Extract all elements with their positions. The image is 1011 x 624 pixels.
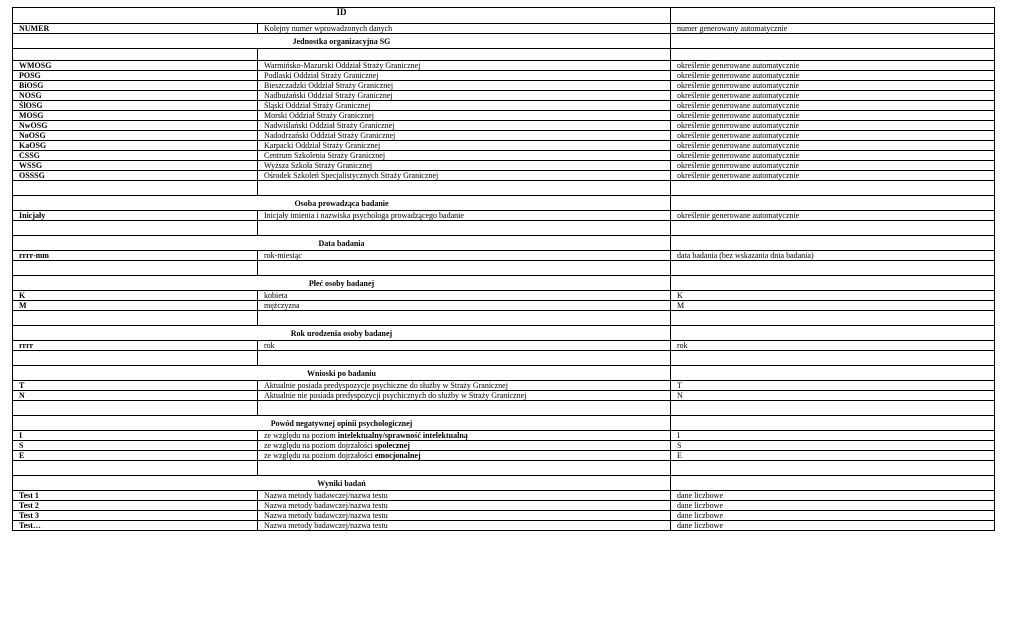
section-header-row <box>13 236 995 251</box>
spacer-cell <box>671 261 995 276</box>
row-code: K <box>13 291 258 301</box>
list-item <box>13 341 995 351</box>
numer-code: NUMER <box>13 24 258 34</box>
row-code: Test 1 <box>13 491 258 501</box>
numer-desc: Kolejny numer wprowadzonych danych <box>258 24 671 34</box>
row-code: Test… <box>13 521 258 531</box>
spacer-cell <box>258 351 671 366</box>
row-code: T <box>13 381 258 391</box>
section-header-empty-cell <box>671 366 995 381</box>
spacer-row <box>13 49 995 61</box>
spacer-row <box>13 461 995 476</box>
row-desc-emphasis: emocjonalnej <box>374 451 421 460</box>
row-code: M <box>13 301 258 311</box>
row-code: I <box>13 431 258 441</box>
list-item <box>13 211 995 221</box>
row-note: określenie generowane automatycznie <box>671 91 995 101</box>
id-header: ID <box>13 8 671 24</box>
spacer-row <box>13 261 995 276</box>
section-header-empty-cell <box>671 326 995 341</box>
list-item <box>13 171 995 181</box>
spacer-row <box>13 351 995 366</box>
row-note: dane liczbowe <box>671 501 995 511</box>
spacer-row <box>13 401 995 416</box>
row-desc: Centrum Szkolenia Straży Granicznej <box>258 151 671 161</box>
spacer-cell <box>13 49 258 61</box>
list-item <box>13 451 995 461</box>
numer-row <box>13 24 995 34</box>
row-note: określenie generowane automatycznie <box>671 111 995 121</box>
id-header-empty-cell <box>671 8 995 24</box>
section-header-empty-cell <box>671 416 995 431</box>
section-header-row <box>13 196 995 211</box>
id-header-row <box>13 8 995 24</box>
row-desc-prefix: ze względu na poziom dojrzałości <box>264 451 375 460</box>
spacer-cell <box>671 401 995 416</box>
row-code: CSSG <box>13 151 258 161</box>
row-code: N <box>13 391 258 401</box>
section-header-row <box>13 476 995 491</box>
row-note: określenie generowane automatycznie <box>671 131 995 141</box>
spacer-cell <box>13 221 258 236</box>
row-code: Test 2 <box>13 501 258 511</box>
row-code: NOSG <box>13 91 258 101</box>
list-item <box>13 141 995 151</box>
row-desc: Aktualnie nie posiada predyspozycji psychicznych do służby w Straży Granicznej <box>258 391 671 401</box>
row-desc: rok-miesiąc <box>258 251 671 261</box>
list-item <box>13 391 995 401</box>
row-note: określenie generowane automatycznie <box>671 101 995 111</box>
spacer-cell <box>13 181 258 196</box>
list-item <box>13 431 995 441</box>
row-desc: Nadwiślański Oddział Straży Granicznej <box>258 121 671 131</box>
spacer-cell <box>671 221 995 236</box>
section-header: Jednostka organizacyjna SG <box>13 34 671 49</box>
spacer-cell <box>258 261 671 276</box>
spacer-cell <box>671 311 995 326</box>
row-desc: Wyższa Szkoła Straży Granicznej <box>258 161 671 171</box>
row-desc-prefix: ze względu na poziom <box>264 431 338 440</box>
row-desc <box>258 441 671 451</box>
section-header-row <box>13 326 995 341</box>
list-item <box>13 61 995 71</box>
section-header: Osoba prowadząca badanie <box>13 196 671 211</box>
row-desc: rok <box>258 341 671 351</box>
list-item <box>13 81 995 91</box>
row-note: określenie generowane automatycznie <box>671 211 995 221</box>
row-note: dane liczbowe <box>671 511 995 521</box>
section-header: Wyniki badań <box>13 476 671 491</box>
spacer-cell <box>13 261 258 276</box>
spacer-cell <box>13 401 258 416</box>
section-header: Rok urodzenia osoby badanej <box>13 326 671 341</box>
row-desc-prefix: ze względu na poziom dojrzałości <box>264 441 375 450</box>
row-desc: Nadodrzański Oddział Straży Granicznej <box>258 131 671 141</box>
row-note: M <box>671 301 995 311</box>
row-note: dane liczbowe <box>671 491 995 501</box>
list-item <box>13 381 995 391</box>
section-header: Wnioski po badaniu <box>13 366 671 381</box>
row-code: BiOSG <box>13 81 258 91</box>
data-dictionary-table <box>12 7 995 531</box>
table-body <box>13 8 995 531</box>
section-header: Data badania <box>13 236 671 251</box>
row-code: rrrr-mm <box>13 251 258 261</box>
list-item <box>13 101 995 111</box>
row-desc: Nazwa metody badawczej/nazwa testu <box>258 491 671 501</box>
row-desc: Nadbużański Oddział Straży Granicznej <box>258 91 671 101</box>
row-code: WSSG <box>13 161 258 171</box>
row-desc: Nazwa metody badawczej/nazwa testu <box>258 501 671 511</box>
row-desc <box>258 451 671 461</box>
row-note: N <box>671 391 995 401</box>
row-note: data badania (bez wskazania dnia badania) <box>671 251 995 261</box>
row-note: określenie generowane automatycznie <box>671 141 995 151</box>
row-code: S <box>13 441 258 451</box>
list-item <box>13 511 995 521</box>
row-code: Inicjały <box>13 211 258 221</box>
row-desc: Śląski Oddział Straży Granicznej <box>258 101 671 111</box>
spacer-cell <box>258 181 671 196</box>
section-header-empty-cell <box>671 196 995 211</box>
list-item <box>13 301 995 311</box>
row-code: ŚlOSG <box>13 101 258 111</box>
row-code: MOSG <box>13 111 258 121</box>
list-item <box>13 291 995 301</box>
spacer-cell <box>258 49 671 61</box>
row-note: określenie generowane automatycznie <box>671 171 995 181</box>
row-note: S <box>671 441 995 451</box>
spacer-cell <box>671 461 995 476</box>
list-item <box>13 121 995 131</box>
row-note: T <box>671 381 995 391</box>
row-code: OSSSG <box>13 171 258 181</box>
spacer-cell <box>258 461 671 476</box>
spacer-cell <box>671 181 995 196</box>
spacer-cell <box>13 311 258 326</box>
section-header-empty-cell <box>671 236 995 251</box>
row-code: POSG <box>13 71 258 81</box>
list-item <box>13 71 995 81</box>
row-desc: Karpacki Oddział Straży Granicznej <box>258 141 671 151</box>
spacer-cell <box>258 401 671 416</box>
list-item <box>13 521 995 531</box>
list-item <box>13 151 995 161</box>
row-note: określenie generowane automatycznie <box>671 161 995 171</box>
row-desc: Warmińsko-Mazurski Oddział Straży Granicznej <box>258 61 671 71</box>
row-code: NwOSG <box>13 121 258 131</box>
section-header-row <box>13 34 995 49</box>
row-note: określenie generowane automatycznie <box>671 151 995 161</box>
row-desc: kobieta <box>258 291 671 301</box>
row-desc: Nazwa metody badawczej/nazwa testu <box>258 511 671 521</box>
row-note: określenie generowane automatycznie <box>671 61 995 71</box>
section-header-empty-cell <box>671 276 995 291</box>
row-desc: Inicjały imienia i nazwiska psychologa prowadzącego badanie <box>258 211 671 221</box>
spacer-row <box>13 181 995 196</box>
row-note: określenie generowane automatycznie <box>671 71 995 81</box>
spacer-row <box>13 221 995 236</box>
list-item <box>13 501 995 511</box>
row-code: NoOSG <box>13 131 258 141</box>
row-note: K <box>671 291 995 301</box>
row-note: I <box>671 431 995 441</box>
row-note: określenie generowane automatycznie <box>671 81 995 91</box>
section-header-row <box>13 416 995 431</box>
row-desc: Nazwa metody badawczej/nazwa testu <box>258 521 671 531</box>
spacer-cell <box>671 49 995 61</box>
row-note: określenie generowane automatycznie <box>671 121 995 131</box>
numer-note: numer generowany automatycznie <box>671 24 995 34</box>
list-item <box>13 161 995 171</box>
row-desc: Ośrodek Szkoleń Specjalistycznych Straży Granicznej <box>258 171 671 181</box>
row-desc: Podlaski Oddział Straży Granicznej <box>258 71 671 81</box>
row-desc-emphasis: intelektualny/sprawność intelektualną <box>337 431 468 440</box>
row-code: E <box>13 451 258 461</box>
row-desc: Morski Oddział Straży Granicznej <box>258 111 671 121</box>
list-item <box>13 441 995 451</box>
spacer-cell <box>13 461 258 476</box>
list-item <box>13 111 995 121</box>
row-code: WMOSG <box>13 61 258 71</box>
row-code: Test 3 <box>13 511 258 521</box>
row-desc: Bieszczadzki Oddział Straży Granicznej <box>258 81 671 91</box>
section-header-row <box>13 366 995 381</box>
spacer-cell <box>258 221 671 236</box>
row-desc: mężczyzna <box>258 301 671 311</box>
row-note: E <box>671 451 995 461</box>
spacer-row <box>13 311 995 326</box>
section-header: Powód negatywnej opinii psychologicznej <box>13 416 671 431</box>
row-code: KaOSG <box>13 141 258 151</box>
row-note: dane liczbowe <box>671 521 995 531</box>
spacer-cell <box>258 311 671 326</box>
spacer-cell <box>671 351 995 366</box>
row-desc <box>258 431 671 441</box>
data-dictionary-document <box>12 7 995 531</box>
row-desc-emphasis: społecznej <box>374 441 410 450</box>
list-item <box>13 251 995 261</box>
section-header-row <box>13 276 995 291</box>
spacer-cell <box>13 351 258 366</box>
section-header: Płeć osoby badanej <box>13 276 671 291</box>
row-note: rok <box>671 341 995 351</box>
row-code: rrrr <box>13 341 258 351</box>
row-desc: Aktualnie posiada predyspozycje psychiczne do służby w Straży Granicznej <box>258 381 671 391</box>
list-item <box>13 91 995 101</box>
section-header-empty-cell <box>671 34 995 49</box>
section-header-empty-cell <box>671 476 995 491</box>
list-item <box>13 491 995 501</box>
list-item <box>13 131 995 141</box>
